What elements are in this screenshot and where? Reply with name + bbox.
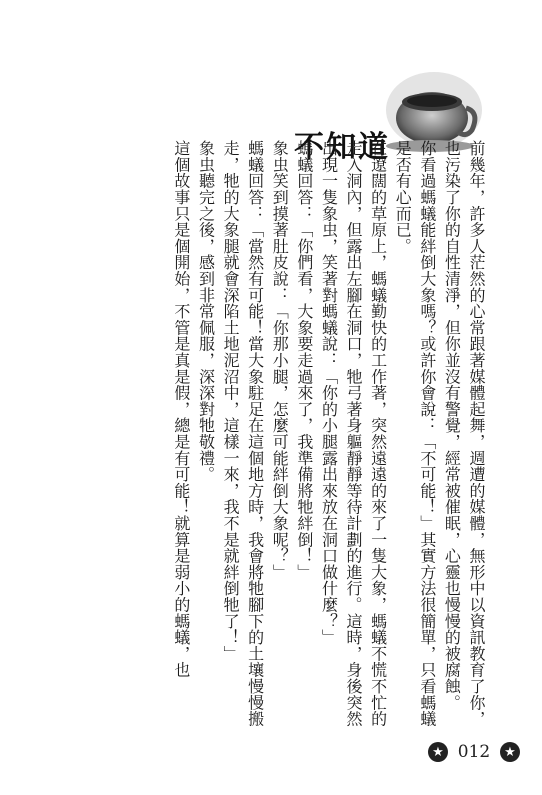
chapter-header bbox=[294, 60, 482, 165]
paragraph: 在遼闊的草原上，螞蟻勤快的工作著，突然遠遠的來了一隻大象，螞蟻不慌不忙的走入洞內，但露出左腳在洞口，牠弓著身軀靜靜等待計劃的進行。這時，身後突然出現一隻象虫，笑著對螞蟻說：「你的小腿露出來放在洞口做什麼？」 bbox=[319, 140, 388, 727]
star-icon: ★ bbox=[500, 742, 520, 762]
paragraph: 螞蟻回答：「當然有可能！當大象駐足在這個地方時，我會將牠腳下的土壤慢慢搬走，牠的大象腿就會深陷土地泥沼中，這樣一來，我不是就絆倒牠了！」 bbox=[221, 140, 265, 727]
paragraph: 這個故事只是個開始，不管是真是假，總是有可能！就算是弱小的螞蟻，也 bbox=[171, 140, 191, 678]
star-icon: ★ bbox=[428, 742, 448, 762]
paragraph: 象虫笑到摸著肚皮說：「你那小腿，怎麼可能絆倒大象呢？」 bbox=[270, 140, 290, 581]
page-number-text: 012 bbox=[457, 742, 491, 762]
paragraph: 你看過螞蟻能絆倒大象嗎？或許你會說：「不可能！」其實方法很簡單，只看螞蟻是否有心而已。 bbox=[393, 140, 437, 727]
paragraph: 螞蟻回答：「你們看，大象要走過來了，我準備將牠絆倒！」 bbox=[294, 140, 314, 581]
chapter-title: 不知道 bbox=[294, 130, 390, 165]
paragraph: 象虫聽完之後，感到非常佩服，深深對牠敬禮。 bbox=[196, 140, 216, 483]
vertical-body-text bbox=[48, 140, 488, 736]
paragraph: 前幾年，許多人茫然的心常跟著媒體起舞，週遭的媒體，無形中以資訊教育了你，也污染了你的自性清淨，但你並沒有警覺，經常被催眠，心靈也慢慢的被腐蝕。 bbox=[442, 140, 486, 727]
page-number bbox=[428, 740, 520, 764]
